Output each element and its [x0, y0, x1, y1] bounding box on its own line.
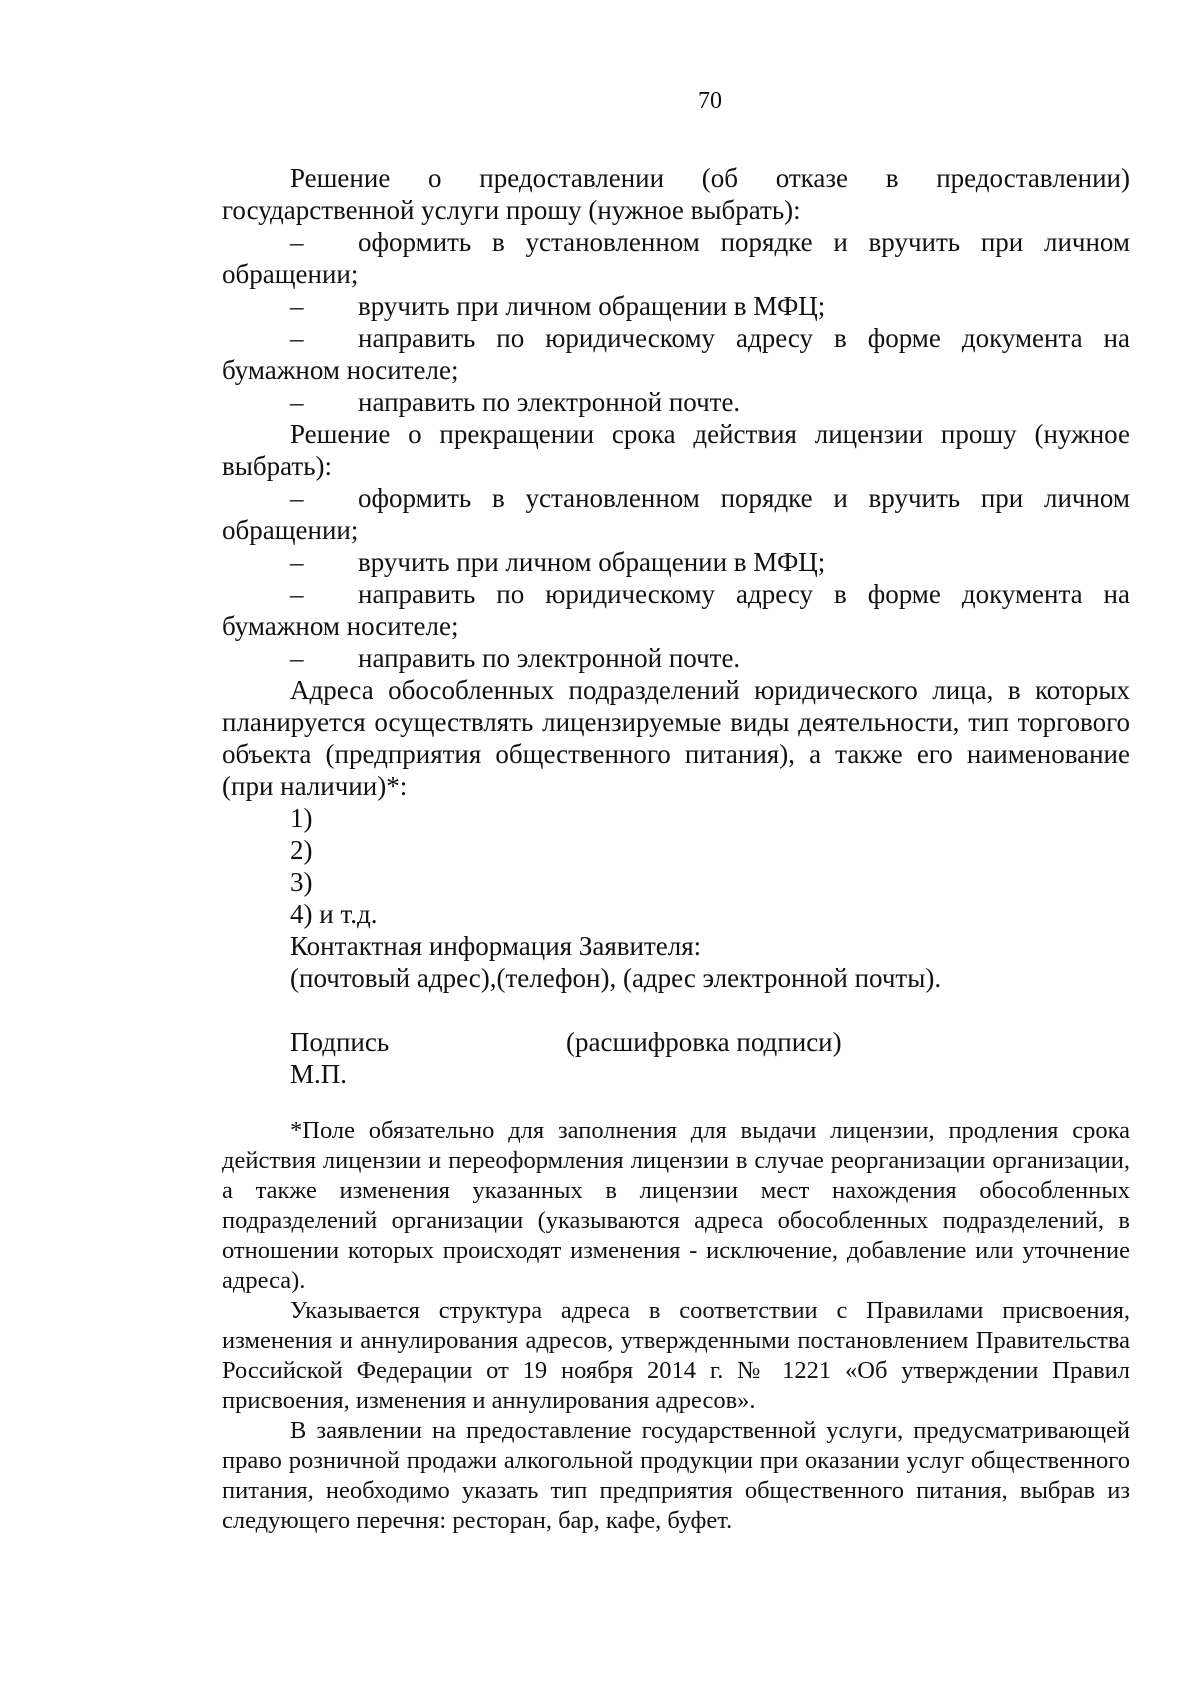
contact-label: Контактная информация Заявителя:	[290, 931, 702, 961]
option-text: вручить при личном обращении в МФЦ;	[358, 547, 826, 577]
option-text: направить по юридическому адресу в форме документа на бумажном носителе;	[222, 323, 1130, 385]
decision-option	[222, 226, 1130, 290]
dash-bullet: –	[290, 547, 304, 577]
signature-label: Подпись	[290, 1027, 390, 1057]
footnotes	[222, 1116, 1130, 1536]
signature-row	[222, 1026, 1130, 1058]
footnote-paragraph: В заявлении на предоставление государственной услуги, предусматривающей право розничной продажи алкогольной продукции при оказании услуг общественного питания, необходимо указать тип предприятия общественного питания, выбрав из следующего перечня: ресторан, бар, кафе, буфет.	[222, 1417, 1130, 1534]
address-item: 4) и т.д.	[290, 899, 378, 929]
decision-option	[222, 322, 1130, 386]
termination-option	[222, 642, 1130, 674]
dash-bullet: –	[290, 643, 304, 673]
option-text: направить по электронной почте.	[358, 643, 741, 673]
address-item: 3)	[290, 867, 313, 897]
option-text: направить по электронной почте.	[358, 387, 741, 417]
dash-bullet: –	[290, 579, 304, 609]
termination-intro: Решение о прекращении срока действия лицензии прошу (нужное выбрать):	[222, 419, 1130, 481]
decision-intro: Решение о предоставлении (об отказе в предоставлении) государственной услуги прошу (нужное выбрать):	[222, 163, 1130, 225]
footnote-paragraph: *Поле обязательно для заполнения для выдачи лицензии, продления срока действия лицензии и переоформления лицензии в случае реорганизации организации, а также изменения указанных в лицензии мест нахождения обособленных подразделений организации (указываются адреса обособленных подразделений, в отношении которых происходят изменения - исключение, добавление или уточнение адреса).	[222, 1117, 1130, 1294]
termination-option	[222, 546, 1130, 578]
address-item: 2)	[290, 835, 313, 865]
contact-fields: (почтовый адрес),(телефон), (адрес электронной почты).	[290, 963, 942, 993]
spacer	[222, 994, 1130, 1026]
stamp-label: М.П.	[290, 1059, 348, 1089]
addresses-intro: Адреса обособленных подразделений юридического лица, в которых планируется осуществлять лицензируемые виды деятельности, тип торгового объекта (предприятия общественного питания), а также его наименование (при наличии)*:	[222, 675, 1130, 801]
dash-bullet: –	[290, 227, 304, 257]
dash-bullet: –	[290, 483, 304, 513]
address-item: 1)	[290, 803, 313, 833]
option-text: оформить в установленном порядке и вручить при личном обращении;	[222, 483, 1130, 545]
footnote-paragraph: Указывается структура адреса в соответствии с Правилами присвоения, изменения и аннулирования адресов, утвержденными постановлением Правительства Российской Федерации от 19 ноября 2014 г. № 1221 «Об утверждении Правил присвоения, изменения и аннулирования адресов».	[222, 1297, 1130, 1414]
dash-bullet: –	[290, 291, 304, 321]
option-text: вручить при личном обращении в МФЦ;	[358, 291, 826, 321]
dash-bullet: –	[290, 387, 304, 417]
option-text: направить по юридическому адресу в форме документа на бумажном носителе;	[222, 579, 1130, 641]
option-text: оформить в установленном порядке и вручить при личном обращении;	[222, 227, 1130, 289]
termination-option	[222, 482, 1130, 546]
page-number: 70	[698, 88, 722, 114]
decision-option	[222, 386, 1130, 418]
signature-decode-label: (расшифровка подписи)	[566, 1027, 842, 1057]
form-body	[222, 162, 1130, 1090]
decision-option	[222, 290, 1130, 322]
dash-bullet: –	[290, 323, 304, 353]
termination-option	[222, 578, 1130, 642]
